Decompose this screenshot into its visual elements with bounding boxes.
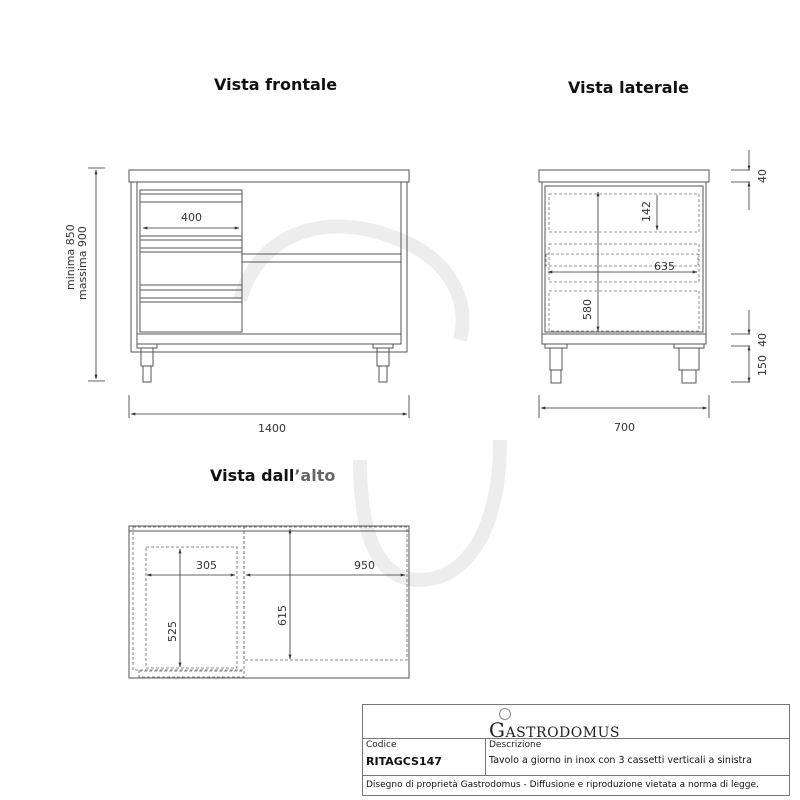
front-view bbox=[129, 170, 409, 382]
description-cell bbox=[486, 739, 789, 775]
side-inner-depth-dim: 635 bbox=[654, 260, 675, 273]
top-drawer-depth-dim: 525 bbox=[166, 621, 179, 642]
side-drawer-outlines bbox=[546, 194, 699, 331]
code-value: RITAGCS147 bbox=[366, 755, 442, 768]
side-inner-height-dim: 580 bbox=[581, 299, 594, 320]
side-shelf-thickness-dim: 40 bbox=[756, 333, 769, 347]
description-label: Descrizione bbox=[489, 740, 542, 750]
brand-logo-area bbox=[363, 705, 789, 742]
front-view-title: Vista frontale bbox=[214, 75, 338, 94]
top-open-depth-dim: 615 bbox=[276, 605, 289, 626]
top-open-width-dim: 950 bbox=[354, 559, 375, 572]
side-drawer-height-dim: 142 bbox=[640, 201, 653, 222]
side-leg-height-dim: 150 bbox=[756, 355, 769, 376]
front-drawer-width-dim: 400 bbox=[181, 211, 202, 224]
front-max-height-label: massima 900 bbox=[76, 226, 89, 300]
top-view-title-fade: ’alto bbox=[294, 466, 336, 485]
copyright-footer: Disegno di proprietà Gastrodomus - Diffusione e riproduzione vietata a norma di legge. bbox=[366, 780, 759, 790]
code-label: Codice bbox=[366, 740, 397, 750]
front-total-width-dim: 1400 bbox=[258, 422, 286, 435]
title-block-info-row bbox=[363, 739, 789, 776]
brand-rest: ASTRODOMUS bbox=[505, 725, 620, 741]
side-top-thickness-dim: 40 bbox=[756, 169, 769, 183]
side-total-depth-dim: 700 bbox=[614, 421, 635, 434]
description-value: Tavolo a giorno in inox con 3 cassetti verticali a sinistra bbox=[489, 755, 752, 766]
top-view-title-main: Vista dall bbox=[210, 466, 295, 485]
brand-initial: G bbox=[489, 718, 506, 742]
top-dimensions bbox=[147, 529, 405, 667]
top-view-hidden-lines bbox=[133, 527, 407, 677]
front-min-height-label: minima 850 bbox=[64, 224, 77, 290]
side-dimensions bbox=[539, 150, 750, 418]
top-drawer-width-dim: 305 bbox=[196, 559, 217, 572]
side-view bbox=[539, 170, 709, 383]
side-view-title: Vista laterale bbox=[568, 78, 689, 97]
title-block bbox=[362, 704, 790, 796]
code-cell bbox=[363, 739, 486, 775]
